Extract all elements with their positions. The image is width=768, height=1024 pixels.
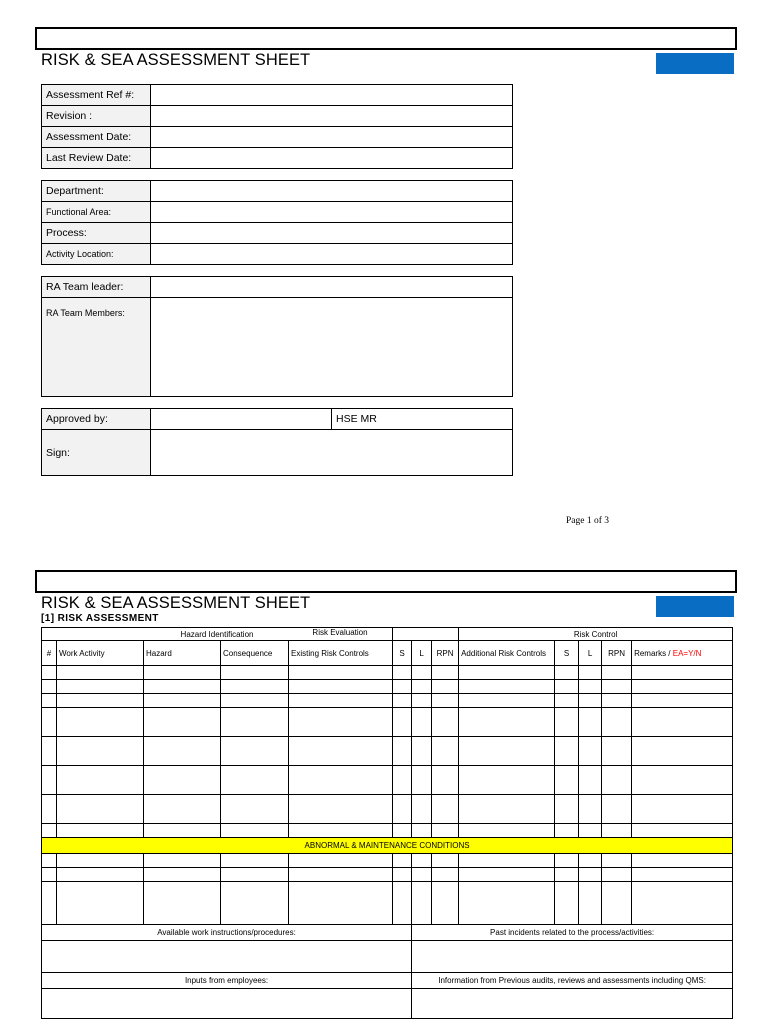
department-field[interactable]	[151, 181, 513, 202]
risk-cell[interactable]	[221, 708, 289, 737]
group-risk-evaluation	[393, 628, 459, 641]
risk-cell[interactable]	[432, 766, 459, 795]
col-num: #	[42, 641, 57, 666]
col-existing-controls: Existing Risk Controls	[289, 641, 393, 666]
risk-cell[interactable]	[289, 824, 393, 838]
risk-cell[interactable]	[393, 694, 412, 708]
risk-cell[interactable]	[459, 680, 555, 694]
table-row	[42, 868, 733, 882]
activity-location-label: Activity Location:	[42, 244, 151, 265]
risk-cell[interactable]	[289, 795, 393, 824]
risk-cell[interactable]	[632, 766, 733, 795]
assessment-ref-label: Assessment Ref #:	[42, 85, 151, 106]
abnormal-cell[interactable]	[57, 854, 144, 868]
risk-cell[interactable]	[221, 824, 289, 838]
risk-cell[interactable]	[412, 766, 432, 795]
risk-cell[interactable]	[459, 666, 555, 680]
abnormal-cell[interactable]	[289, 882, 393, 925]
instructions-label: Available work instructions/procedures:	[42, 925, 412, 941]
risk-cell[interactable]	[144, 694, 221, 708]
risk-cell[interactable]	[459, 795, 555, 824]
inputs-field[interactable]	[42, 989, 412, 1019]
page1-title: RISK & SEA ASSESSMENT SHEET	[41, 51, 311, 69]
assessment-ref-table	[41, 84, 513, 169]
risk-cell[interactable]	[632, 795, 733, 824]
abnormal-cell[interactable]	[57, 882, 144, 925]
risk-cell[interactable]	[144, 795, 221, 824]
table-row	[42, 694, 733, 708]
abnormal-cell[interactable]	[393, 854, 412, 868]
risk-cell[interactable]	[144, 666, 221, 680]
abnormal-cell[interactable]	[432, 868, 459, 882]
abnormal-cell[interactable]	[289, 868, 393, 882]
abnormal-cell[interactable]	[459, 854, 555, 868]
abnormal-cell[interactable]	[221, 854, 289, 868]
sign-label: Sign:	[42, 430, 151, 476]
risk-cell[interactable]	[555, 680, 579, 694]
risk-cell[interactable]	[412, 737, 432, 766]
abnormal-cell[interactable]	[602, 868, 632, 882]
risk-cell[interactable]	[632, 708, 733, 737]
last-review-date-label: Last Review Date:	[42, 148, 151, 169]
risk-cell[interactable]	[289, 766, 393, 795]
risk-cell[interactable]	[57, 737, 144, 766]
revision-field[interactable]	[151, 106, 513, 127]
col-s: S	[393, 641, 412, 666]
process-label: Process:	[42, 223, 151, 244]
table-row	[42, 708, 733, 737]
risk-cell[interactable]	[393, 737, 412, 766]
department-table	[41, 180, 513, 265]
col-l: L	[412, 641, 432, 666]
abnormal-cell[interactable]	[144, 882, 221, 925]
risk-cell[interactable]	[144, 680, 221, 694]
approval-table	[41, 408, 513, 476]
instructions-field[interactable]	[42, 941, 412, 973]
risk-cell[interactable]	[555, 824, 579, 838]
ra-team-leader-field[interactable]	[151, 277, 513, 298]
hse-mr-label: HSE MR	[332, 409, 513, 430]
group-hazard-label: Hazard Identification	[180, 629, 254, 639]
page-number: Page 1 of 3	[566, 516, 610, 526]
risk-cell[interactable]	[459, 824, 555, 838]
risk-cell[interactable]	[602, 666, 632, 680]
abnormal-cell[interactable]	[555, 854, 579, 868]
risk-cell[interactable]	[412, 666, 432, 680]
abnormal-cell[interactable]	[602, 854, 632, 868]
risk-assessment-table	[41, 627, 733, 1019]
col-remarks-flag: EA=Y/N	[672, 648, 702, 658]
risk-cell[interactable]	[289, 737, 393, 766]
abnormal-cell[interactable]	[632, 882, 733, 925]
risk-cell[interactable]	[221, 795, 289, 824]
risk-cell[interactable]	[632, 824, 733, 838]
abnormal-cell[interactable]	[144, 854, 221, 868]
ra-team-table	[41, 276, 513, 397]
risk-cell[interactable]	[412, 694, 432, 708]
col-additional-controls: Additional Risk Controls	[459, 641, 555, 666]
risk-cell[interactable]	[632, 694, 733, 708]
table-row	[42, 766, 733, 795]
normal-rows	[42, 666, 733, 838]
risk-cell[interactable]	[432, 694, 459, 708]
table-row	[42, 854, 733, 868]
table-row	[42, 680, 733, 694]
abnormal-cell[interactable]	[412, 882, 432, 925]
abnormal-maintenance-banner: ABNORMAL & MAINTENANCE CONDITIONS	[42, 838, 733, 854]
risk-cell[interactable]	[602, 708, 632, 737]
risk-cell[interactable]	[57, 680, 144, 694]
risk-cell[interactable]	[432, 666, 459, 680]
table-row	[42, 737, 733, 766]
table-row	[42, 795, 733, 824]
risk-cell[interactable]	[42, 824, 57, 838]
risk-cell[interactable]	[42, 694, 57, 708]
risk-cell[interactable]	[57, 795, 144, 824]
abnormal-cell[interactable]	[412, 868, 432, 882]
abnormal-cell[interactable]	[42, 854, 57, 868]
table-row	[42, 824, 733, 838]
risk-cell[interactable]	[57, 666, 144, 680]
risk-cell[interactable]	[144, 824, 221, 838]
department-label: Department:	[42, 181, 151, 202]
col-l2: L	[579, 641, 602, 666]
incidents-field[interactable]	[412, 941, 733, 973]
abnormal-cell[interactable]	[632, 854, 733, 868]
assessment-ref-field[interactable]	[151, 85, 513, 106]
abnormal-cell[interactable]	[459, 868, 555, 882]
inputs-label: Inputs from employees:	[42, 973, 412, 989]
risk-cell[interactable]	[602, 824, 632, 838]
risk-cell[interactable]	[579, 824, 602, 838]
risk-cell[interactable]	[412, 795, 432, 824]
risk-cell[interactable]	[579, 708, 602, 737]
risk-cell[interactable]	[393, 795, 412, 824]
risk-cell[interactable]	[632, 680, 733, 694]
risk-cell[interactable]	[57, 694, 144, 708]
risk-cell[interactable]	[221, 737, 289, 766]
risk-cell[interactable]	[459, 708, 555, 737]
abnormal-cell[interactable]	[42, 882, 57, 925]
risk-cell[interactable]	[221, 766, 289, 795]
risk-cell[interactable]	[579, 766, 602, 795]
col-consequence: Consequence	[221, 641, 289, 666]
abnormal-cell[interactable]	[221, 882, 289, 925]
risk-cell[interactable]	[555, 766, 579, 795]
risk-cell[interactable]	[432, 708, 459, 737]
risk-cell[interactable]	[432, 824, 459, 838]
abnormal-cell[interactable]	[393, 868, 412, 882]
risk-cell[interactable]	[632, 737, 733, 766]
risk-cell[interactable]	[579, 737, 602, 766]
abnormal-cell[interactable]	[579, 854, 602, 868]
approved-by-label: Approved by:	[42, 409, 151, 430]
abnormal-cell[interactable]	[632, 868, 733, 882]
abnormal-cell[interactable]	[459, 882, 555, 925]
abnormal-cell[interactable]	[57, 868, 144, 882]
col-remarks	[632, 641, 733, 666]
risk-cell[interactable]	[221, 666, 289, 680]
abnormal-cell[interactable]	[289, 854, 393, 868]
abnormal-cell[interactable]	[432, 882, 459, 925]
ra-team-members-label: RA Team Members:	[42, 298, 151, 397]
risk-cell[interactable]	[555, 708, 579, 737]
risk-cell[interactable]	[393, 708, 412, 737]
risk-cell[interactable]	[144, 737, 221, 766]
risk-cell[interactable]	[42, 680, 57, 694]
sign-field[interactable]	[151, 430, 513, 476]
risk-cell[interactable]	[221, 694, 289, 708]
risk-cell[interactable]	[602, 737, 632, 766]
risk-cell[interactable]	[42, 737, 57, 766]
page2-header-box	[35, 570, 737, 593]
col-hazard: Hazard	[144, 641, 221, 666]
risk-cell[interactable]	[289, 708, 393, 737]
col-s2: S	[555, 641, 579, 666]
abnormal-cell[interactable]	[555, 868, 579, 882]
risk-cell[interactable]	[57, 766, 144, 795]
risk-cell[interactable]	[602, 680, 632, 694]
col-rpn2: RPN	[602, 641, 632, 666]
risk-cell[interactable]	[393, 680, 412, 694]
ra-team-members-field[interactable]	[151, 298, 513, 397]
abnormal-cell[interactable]	[579, 868, 602, 882]
page2-subtitle: [1] RISK ASSESSMENT	[41, 613, 159, 624]
risk-cell[interactable]	[144, 708, 221, 737]
risk-cell[interactable]	[412, 824, 432, 838]
previous-audits-label: Information from Previous audits, reviews and assessments including QMS:	[412, 973, 733, 989]
risk-cell[interactable]	[602, 795, 632, 824]
risk-cell[interactable]	[579, 680, 602, 694]
col-rpn: RPN	[432, 641, 459, 666]
abnormal-cell[interactable]	[579, 882, 602, 925]
assessment-date-field[interactable]	[151, 127, 513, 148]
activity-location-field[interactable]	[151, 244, 513, 265]
risk-cell[interactable]	[42, 795, 57, 824]
risk-cell[interactable]	[459, 694, 555, 708]
risk-cell[interactable]	[632, 666, 733, 680]
abnormal-rows	[42, 854, 733, 925]
risk-cell[interactable]	[393, 666, 412, 680]
process-field[interactable]	[151, 223, 513, 244]
previous-audits-field[interactable]	[412, 989, 733, 1019]
col-remarks-label: Remarks /	[634, 648, 673, 658]
risk-cell[interactable]	[42, 766, 57, 795]
risk-cell[interactable]	[459, 766, 555, 795]
assessment-date-label: Assessment Date:	[42, 127, 151, 148]
incidents-label: Past incidents related to the process/activities:	[412, 925, 733, 941]
risk-cell[interactable]	[42, 708, 57, 737]
risk-cell[interactable]	[555, 795, 579, 824]
risk-cell[interactable]	[459, 737, 555, 766]
risk-cell[interactable]	[432, 737, 459, 766]
risk-cell[interactable]	[412, 708, 432, 737]
risk-cell[interactable]	[221, 680, 289, 694]
col-work-activity: Work Activity	[57, 641, 144, 666]
abnormal-cell[interactable]	[555, 882, 579, 925]
group-risk-control: Risk Control	[459, 628, 733, 641]
abnormal-cell[interactable]	[432, 854, 459, 868]
last-review-date-field[interactable]	[151, 148, 513, 169]
risk-cell[interactable]	[579, 694, 602, 708]
risk-cell[interactable]	[144, 766, 221, 795]
abnormal-cell[interactable]	[221, 868, 289, 882]
approved-by-field[interactable]	[151, 409, 332, 430]
risk-cell[interactable]	[57, 824, 144, 838]
page2-title: RISK & SEA ASSESSMENT SHEET	[41, 594, 311, 612]
page1-header-box	[35, 27, 737, 50]
risk-cell[interactable]	[289, 680, 393, 694]
risk-cell[interactable]	[289, 694, 393, 708]
revision-label: Revision :	[42, 106, 151, 127]
abnormal-cell[interactable]	[42, 868, 57, 882]
risk-cell[interactable]	[412, 680, 432, 694]
risk-cell[interactable]	[555, 666, 579, 680]
risk-cell[interactable]	[57, 708, 144, 737]
risk-cell[interactable]	[579, 666, 602, 680]
risk-cell[interactable]	[289, 666, 393, 680]
functional-area-field[interactable]	[151, 202, 513, 223]
risk-cell[interactable]	[602, 694, 632, 708]
abnormal-cell[interactable]	[393, 882, 412, 925]
page1-logo-placeholder	[656, 53, 734, 74]
risk-cell[interactable]	[393, 766, 412, 795]
abnormal-cell[interactable]	[412, 854, 432, 868]
risk-cell[interactable]	[555, 737, 579, 766]
ra-team-leader-label: RA Team leader:	[42, 277, 151, 298]
risk-cell[interactable]	[579, 795, 602, 824]
abnormal-cell[interactable]	[144, 868, 221, 882]
table-row	[42, 882, 733, 925]
risk-cell[interactable]	[602, 766, 632, 795]
risk-cell[interactable]	[432, 795, 459, 824]
functional-area-label: Functional Area:	[42, 202, 151, 223]
risk-cell[interactable]	[42, 666, 57, 680]
page2-logo-placeholder	[656, 596, 734, 617]
risk-cell[interactable]	[393, 824, 412, 838]
table-row	[42, 666, 733, 680]
abnormal-cell[interactable]	[602, 882, 632, 925]
risk-cell[interactable]	[432, 680, 459, 694]
group-risk-evaluation-label: Risk Evaluation	[312, 628, 368, 637]
risk-cell[interactable]	[555, 694, 579, 708]
